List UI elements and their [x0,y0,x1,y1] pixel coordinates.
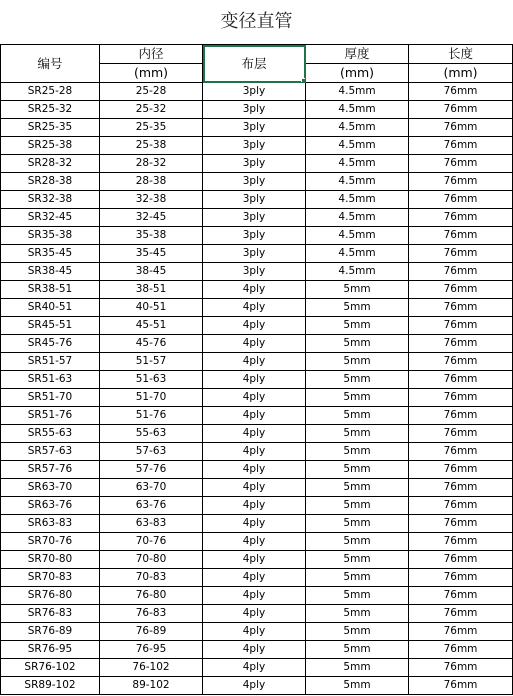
cell-length[interactable]: 76mm [409,119,513,137]
cell-thickness[interactable]: 5mm [306,533,409,551]
header-ply-selected-cell[interactable] [203,45,306,83]
header-inner-diameter[interactable]: 内径 [100,45,203,64]
cell-ply[interactable]: 3ply [203,209,306,227]
header-length[interactable]: 长度 [409,45,513,64]
cell-ply[interactable]: 4ply [203,479,306,497]
cell-code[interactable]: SR40-51 [1,299,100,317]
cell-code[interactable]: SR32-45 [1,209,100,227]
cell-inner-diameter[interactable]: 32-38 [100,191,203,209]
cell-ply[interactable]: 4ply [203,515,306,533]
cell-length[interactable]: 76mm [409,479,513,497]
table-row [1,101,513,119]
table-row [1,209,513,227]
cell-code[interactable]: SR63-76 [1,497,100,515]
cell-ply[interactable]: 4ply [203,371,306,389]
header-row-top [1,45,513,64]
cell-inner-diameter[interactable]: 35-38 [100,227,203,245]
spec-table [0,44,513,695]
cell-inner-diameter[interactable]: 38-51 [100,281,203,299]
cell-code[interactable]: SR57-63 [1,443,100,461]
cell-length[interactable]: 76mm [409,533,513,551]
cell-inner-diameter[interactable]: 70-83 [100,569,203,587]
header-ply-label: 布层 [241,55,267,71]
cell-thickness[interactable]: 4.5mm [306,155,409,173]
cell-thickness[interactable]: 5mm [306,461,409,479]
cell-length[interactable]: 76mm [409,659,513,677]
cell-inner-diameter[interactable]: 63-83 [100,515,203,533]
cell-thickness[interactable]: 5mm [306,335,409,353]
table-row [1,299,513,317]
cell-inner-diameter[interactable]: 63-70 [100,479,203,497]
cell-length[interactable]: 76mm [409,245,513,263]
cell-thickness[interactable]: 4.5mm [306,191,409,209]
cell-ply[interactable]: 4ply [203,533,306,551]
table-row [1,587,513,605]
table-row [1,551,513,569]
cell-length[interactable]: 76mm [409,407,513,425]
cell-ply[interactable]: 4ply [203,623,306,641]
cell-code[interactable]: SR35-38 [1,227,100,245]
cell-length[interactable]: 76mm [409,317,513,335]
header-length-unit[interactable]: (mm) [409,64,513,83]
cell-code[interactable]: SR51-76 [1,407,100,425]
cell-length[interactable]: 76mm [409,137,513,155]
cell-ply[interactable]: 4ply [203,299,306,317]
cell-inner-diameter[interactable]: 70-76 [100,533,203,551]
cell-length[interactable]: 76mm [409,335,513,353]
cell-inner-diameter[interactable]: 28-32 [100,155,203,173]
table-row [1,137,513,155]
cell-length[interactable]: 76mm [409,389,513,407]
cell-length[interactable]: 76mm [409,209,513,227]
cell-ply[interactable]: 4ply [203,641,306,659]
cell-ply[interactable]: 3ply [203,101,306,119]
cell-length[interactable]: 76mm [409,461,513,479]
cell-ply[interactable]: 4ply [203,461,306,479]
cell-inner-diameter[interactable]: 25-35 [100,119,203,137]
table-row [1,659,513,677]
cell-inner-diameter[interactable]: 76-83 [100,605,203,623]
cell-inner-diameter[interactable]: 51-57 [100,353,203,371]
cell-code[interactable]: SR51-63 [1,371,100,389]
header-thickness-unit[interactable]: (mm) [306,64,409,83]
header-inner-diameter-unit[interactable]: (mm) [100,64,203,83]
cell-inner-diameter[interactable]: 89-102 [100,677,203,695]
cell-thickness[interactable]: 5mm [306,443,409,461]
cell-length[interactable]: 76mm [409,623,513,641]
cell-code[interactable]: SR28-32 [1,155,100,173]
cell-length[interactable]: 76mm [409,587,513,605]
cell-code[interactable]: SR57-76 [1,461,100,479]
cell-code[interactable]: SR51-57 [1,353,100,371]
cell-thickness[interactable]: 5mm [306,677,409,695]
cell-ply[interactable]: 4ply [203,497,306,515]
cell-length[interactable]: 76mm [409,173,513,191]
cell-thickness[interactable]: 5mm [306,407,409,425]
table-row [1,317,513,335]
cell-inner-diameter[interactable]: 51-76 [100,407,203,425]
cell-thickness[interactable]: 4.5mm [306,83,409,101]
cell-code[interactable]: SR38-51 [1,281,100,299]
cell-code[interactable]: SR25-35 [1,119,100,137]
fill-handle[interactable] [301,78,306,83]
cell-thickness[interactable]: 4.5mm [306,227,409,245]
cell-inner-diameter[interactable]: 76-89 [100,623,203,641]
cell-code[interactable]: SR76-95 [1,641,100,659]
table-row [1,389,513,407]
cell-ply[interactable]: 4ply [203,317,306,335]
table-row [1,227,513,245]
cell-code[interactable]: SR25-28 [1,83,100,101]
cell-ply[interactable]: 4ply [203,569,306,587]
cell-length[interactable]: 76mm [409,263,513,281]
cell-inner-diameter[interactable]: 55-63 [100,425,203,443]
cell-code[interactable]: SR70-83 [1,569,100,587]
cell-length[interactable]: 76mm [409,191,513,209]
cell-ply[interactable]: 3ply [203,83,306,101]
cell-thickness[interactable]: 5mm [306,569,409,587]
cell-thickness[interactable]: 5mm [306,497,409,515]
cell-thickness[interactable]: 4.5mm [306,245,409,263]
table-row [1,83,513,101]
table-row [1,533,513,551]
table-row [1,173,513,191]
cell-thickness[interactable]: 4.5mm [306,173,409,191]
table-row [1,119,513,137]
cell-inner-diameter[interactable]: 70-80 [100,551,203,569]
cell-ply[interactable]: 3ply [203,173,306,191]
cell-code[interactable]: SR70-80 [1,551,100,569]
cell-ply[interactable]: 4ply [203,551,306,569]
cell-thickness[interactable]: 4.5mm [306,209,409,227]
cell-code[interactable]: SR25-38 [1,137,100,155]
table-row [1,497,513,515]
cell-length[interactable]: 76mm [409,83,513,101]
cell-inner-diameter[interactable]: 35-45 [100,245,203,263]
cell-length[interactable]: 76mm [409,353,513,371]
cell-inner-diameter[interactable]: 51-70 [100,389,203,407]
cell-ply[interactable]: 3ply [203,191,306,209]
cell-thickness[interactable]: 5mm [306,281,409,299]
table-row [1,479,513,497]
cell-code[interactable]: SR63-70 [1,479,100,497]
cell-ply[interactable]: 4ply [203,407,306,425]
cell-code[interactable]: SR76-80 [1,587,100,605]
cell-length[interactable]: 76mm [409,281,513,299]
cell-ply[interactable]: 3ply [203,227,306,245]
cell-thickness[interactable]: 4.5mm [306,137,409,155]
cell-code[interactable]: SR25-32 [1,101,100,119]
cell-ply[interactable]: 3ply [203,245,306,263]
cell-ply[interactable]: 4ply [203,281,306,299]
cell-code[interactable]: SR45-76 [1,335,100,353]
sheet-title[interactable]: 变径直管 [220,11,293,32]
cell-thickness[interactable]: 5mm [306,425,409,443]
cell-inner-diameter[interactable]: 25-32 [100,101,203,119]
cell-inner-diameter[interactable]: 40-51 [100,299,203,317]
table-row [1,371,513,389]
cell-code[interactable]: SR32-38 [1,191,100,209]
cell-thickness[interactable]: 5mm [306,389,409,407]
table-row [1,569,513,587]
cell-code[interactable]: SR28-38 [1,173,100,191]
cell-inner-diameter[interactable]: 28-38 [100,173,203,191]
cell-inner-diameter[interactable]: 25-38 [100,137,203,155]
cell-ply[interactable]: 4ply [203,605,306,623]
header-thickness[interactable]: 厚度 [306,45,409,64]
cell-code[interactable]: SR89-102 [1,677,100,695]
cell-thickness[interactable]: 5mm [306,515,409,533]
table-row [1,425,513,443]
cell-length[interactable]: 76mm [409,443,513,461]
cell-inner-diameter[interactable]: 45-76 [100,335,203,353]
table-row [1,623,513,641]
table-row [1,281,513,299]
table-row [1,155,513,173]
cell-code[interactable]: SR70-76 [1,533,100,551]
cell-thickness[interactable]: 5mm [306,299,409,317]
cell-length[interactable]: 76mm [409,551,513,569]
cell-code[interactable]: SR76-102 [1,659,100,677]
cell-ply[interactable]: 3ply [203,155,306,173]
table-row [1,335,513,353]
cell-inner-diameter[interactable]: 25-28 [100,83,203,101]
cell-thickness[interactable]: 5mm [306,659,409,677]
cell-code[interactable]: SR35-45 [1,245,100,263]
cell-thickness[interactable]: 5mm [306,317,409,335]
table-row [1,461,513,479]
cell-inner-diameter[interactable]: 57-63 [100,443,203,461]
cell-inner-diameter[interactable]: 76-102 [100,659,203,677]
cell-code[interactable]: SR55-63 [1,425,100,443]
cell-length[interactable]: 76mm [409,371,513,389]
table-row [1,605,513,623]
cell-code[interactable]: SR76-89 [1,623,100,641]
table-row [1,677,513,695]
cell-length[interactable]: 76mm [409,605,513,623]
cell-thickness[interactable]: 5mm [306,587,409,605]
header-code[interactable]: 编号 [1,45,100,83]
cell-length[interactable]: 76mm [409,101,513,119]
cell-ply[interactable]: 3ply [203,137,306,155]
cell-inner-diameter[interactable]: 63-76 [100,497,203,515]
cell-thickness[interactable]: 5mm [306,371,409,389]
cell-ply[interactable]: 3ply [203,263,306,281]
cell-inner-diameter[interactable]: 76-95 [100,641,203,659]
cell-thickness[interactable]: 5mm [306,551,409,569]
cell-thickness[interactable]: 4.5mm [306,263,409,281]
table-row [1,515,513,533]
table-row [1,641,513,659]
table-row [1,353,513,371]
cell-code[interactable]: SR45-51 [1,317,100,335]
table-row [1,245,513,263]
cell-code[interactable]: SR63-83 [1,515,100,533]
cell-length[interactable]: 76mm [409,641,513,659]
cell-ply[interactable]: 3ply [203,119,306,137]
table-row [1,407,513,425]
cell-length[interactable]: 76mm [409,155,513,173]
cell-thickness[interactable]: 5mm [306,623,409,641]
cell-thickness[interactable]: 5mm [306,479,409,497]
cell-code[interactable]: SR51-70 [1,389,100,407]
cell-inner-diameter[interactable]: 76-80 [100,587,203,605]
cell-length[interactable]: 76mm [409,425,513,443]
cell-thickness[interactable]: 5mm [306,605,409,623]
cell-ply[interactable]: 4ply [203,425,306,443]
cell-ply[interactable]: 4ply [203,389,306,407]
cell-ply[interactable]: 4ply [203,353,306,371]
cell-inner-diameter[interactable]: 51-63 [100,371,203,389]
cell-length[interactable]: 76mm [409,569,513,587]
cell-length[interactable]: 76mm [409,227,513,245]
cell-inner-diameter[interactable]: 38-45 [100,263,203,281]
cell-ply[interactable]: 4ply [203,677,306,695]
cell-ply[interactable]: 4ply [203,587,306,605]
cell-thickness[interactable]: 5mm [306,353,409,371]
cell-code[interactable]: SR38-45 [1,263,100,281]
cell-length[interactable]: 76mm [409,677,513,695]
cell-ply[interactable]: 4ply [203,443,306,461]
cell-thickness[interactable]: 5mm [306,641,409,659]
cell-length[interactable]: 76mm [409,299,513,317]
cell-inner-diameter[interactable]: 45-51 [100,317,203,335]
cell-code[interactable]: SR76-83 [1,605,100,623]
cell-ply[interactable]: 4ply [203,659,306,677]
cell-inner-diameter[interactable]: 32-45 [100,209,203,227]
cell-ply[interactable]: 4ply [203,335,306,353]
cell-thickness[interactable]: 4.5mm [306,119,409,137]
cell-length[interactable]: 76mm [409,497,513,515]
table-row [1,191,513,209]
cell-inner-diameter[interactable]: 57-76 [100,461,203,479]
cell-thickness[interactable]: 4.5mm [306,101,409,119]
cell-length[interactable]: 76mm [409,515,513,533]
table-row [1,443,513,461]
table-row [1,263,513,281]
